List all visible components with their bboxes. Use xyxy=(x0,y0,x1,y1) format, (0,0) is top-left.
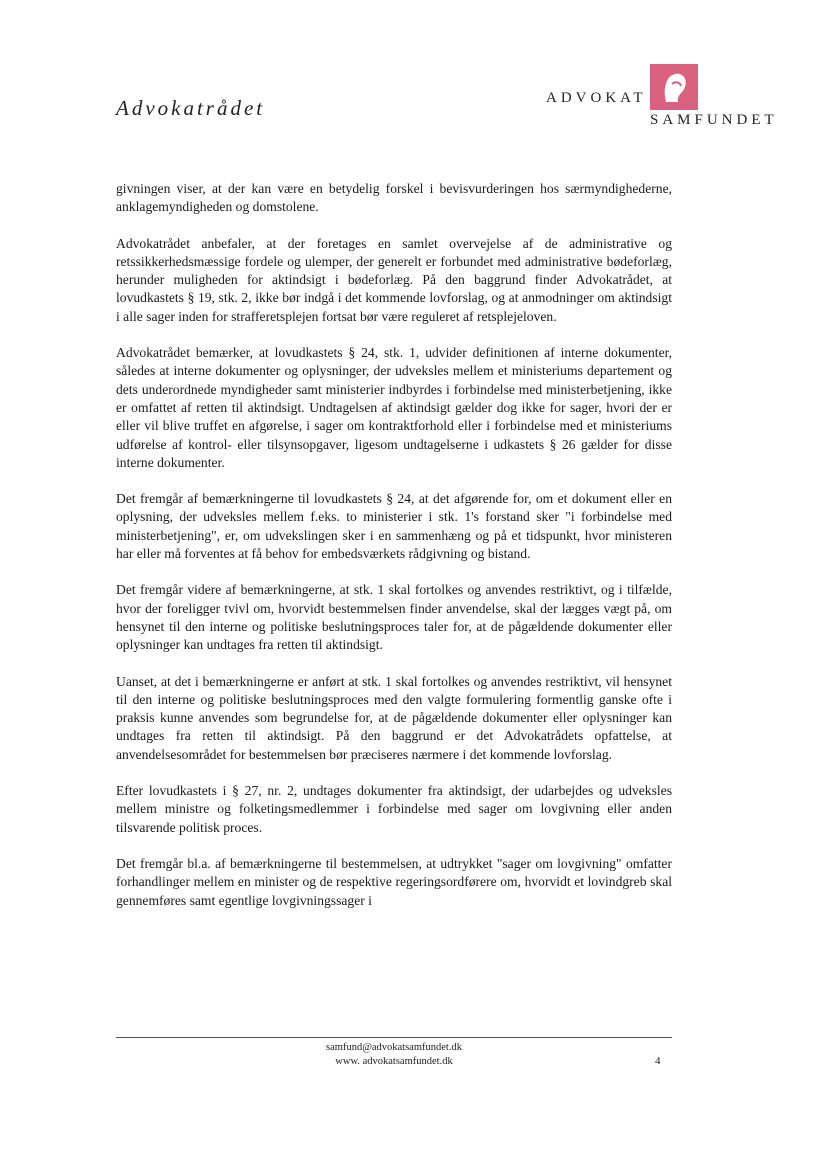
footer-divider xyxy=(116,1037,672,1038)
letter-body xyxy=(116,180,672,928)
logo-text-bottom: SAMFUNDET xyxy=(650,112,778,128)
paragraph: Det fremgår videre af bemærkningerne, at stk. 1 skal fortolkes og anvendes restriktivt, og i tilfælde, hvor der foreligger tvivl om, hvorvidt bestemmelsen finder anvendelse, skal der lægges vægt på, om hensynet til den interne og politiske beslutningsproces taler for, at de pågældende dokumenter eller oplysninger kan undtages fra retten til aktindsigt. xyxy=(116,582,672,653)
paragraph: Advokatrådet bemærker, at lovudkastets § 24, stk. 1, udvider definitionen af interne dokumenter, således at interne dokumenter og oplysninger, der udveksles mellem et ministeriums departement og dets underordnede myndigheder samt ministerier indbyrdes i forbindelse med ministerbetjening, ikke er omfattet af retten til aktindsigt. Undtagelsen af aktindsigt gælder dog ikke for sager, hvori der er eller vil blive truffet en afgørelse, i sager om kontraktforhold eller i forbindelse med et ministeriums udførelse af kontrol- eller tilsynsopgaver, ligesom undtagelserne i udkastets § 26 gælder for disse interne dokumenter. xyxy=(116,345,672,470)
logo-text-top: ADVOKAT xyxy=(546,90,647,106)
paragraph: Advokatrådet anbefaler, at der foretages en samlet overvejelse af de administrative og retssikkerhedsmæssige fordele og ulemper, der generelt er forbundet med administrative bødeforlæg, herunder muligheden for aktindsigt i bødeforlæg. På den baggrund finder Advokatrådet, at lovudkastets § 19, stk. 2, ikke bør indgå i det kommende lovforslag, og at anmodninger om aktindsigt i alle sager inden for strafferetsplejen fortsat bør være reguleret af retsplejeloven. xyxy=(116,235,672,324)
paragraph: Uanset, at det i bemærkningerne er anført at stk. 1 skal fortolkes og anvendes restriktivt, vil hensynet til den interne og politiske beslutningsproces med den valgte formulering formentlig ganske ofte i praksis kunne anvendes som begrundelse for, at de pågældende dokumenter eller oplysninger kan undtages fra retten til aktindsigt. På den baggrund er det Advokatrådets opfattelse, at anvendelsesområdet for bestemmelsen bør præciseres nærmere i det kommende lovforslag. xyxy=(116,673,672,762)
page-number: 4 xyxy=(655,1055,661,1067)
advokatsamfundet-logo xyxy=(536,60,796,140)
paragraph: Det fremgår af bemærkningerne til lovudkastets § 24, at det afgørende for, om et dokument eller en oplysning, der udveksles mellem f.eks. to ministerier i stk. 1's forstand sker "i forbindelse med ministerbetjening", er, om udvekslingen sker i en sammenhæng og på et tidspunkt, hvor ministeren har eller må forventes at få behov for embedsværkets rådgivning og bistand. xyxy=(116,491,672,562)
header-title: Advokatrådet xyxy=(116,96,266,120)
paragraph: Det fremgår bl.a. af bemærkningerne til bestemmelsen, at udtrykket "sager om lovgivning" omfatter forhandlinger mellem en minister og de respektive regeringsordførere om, hvorvidt et lovindgreb skal gennemføres samt egentlige lovgivningssager i xyxy=(116,855,672,908)
advokatsamfundet-logo-icon xyxy=(650,64,698,110)
footer-website: www. advokatsamfundet.dk xyxy=(335,1056,453,1067)
paragraph: Efter lovudkastets i § 27, nr. 2, undtages dokumenter fra aktindsigt, der udarbejdes og udveksles mellem ministre og folketingsmedlemmer i forbindelse med sager om lovgivning eller anden tilsvarende politisk proces. xyxy=(116,783,672,835)
footer-email: samfund@advokatsamfundet.dk xyxy=(326,1042,462,1053)
paragraph: givningen viser, at der kan være en betydelig forskel i bevisvurderingen hos særmyndighederne, anklagemyndigheden og domstolene. xyxy=(116,181,672,215)
footer-contact xyxy=(116,1041,672,1069)
